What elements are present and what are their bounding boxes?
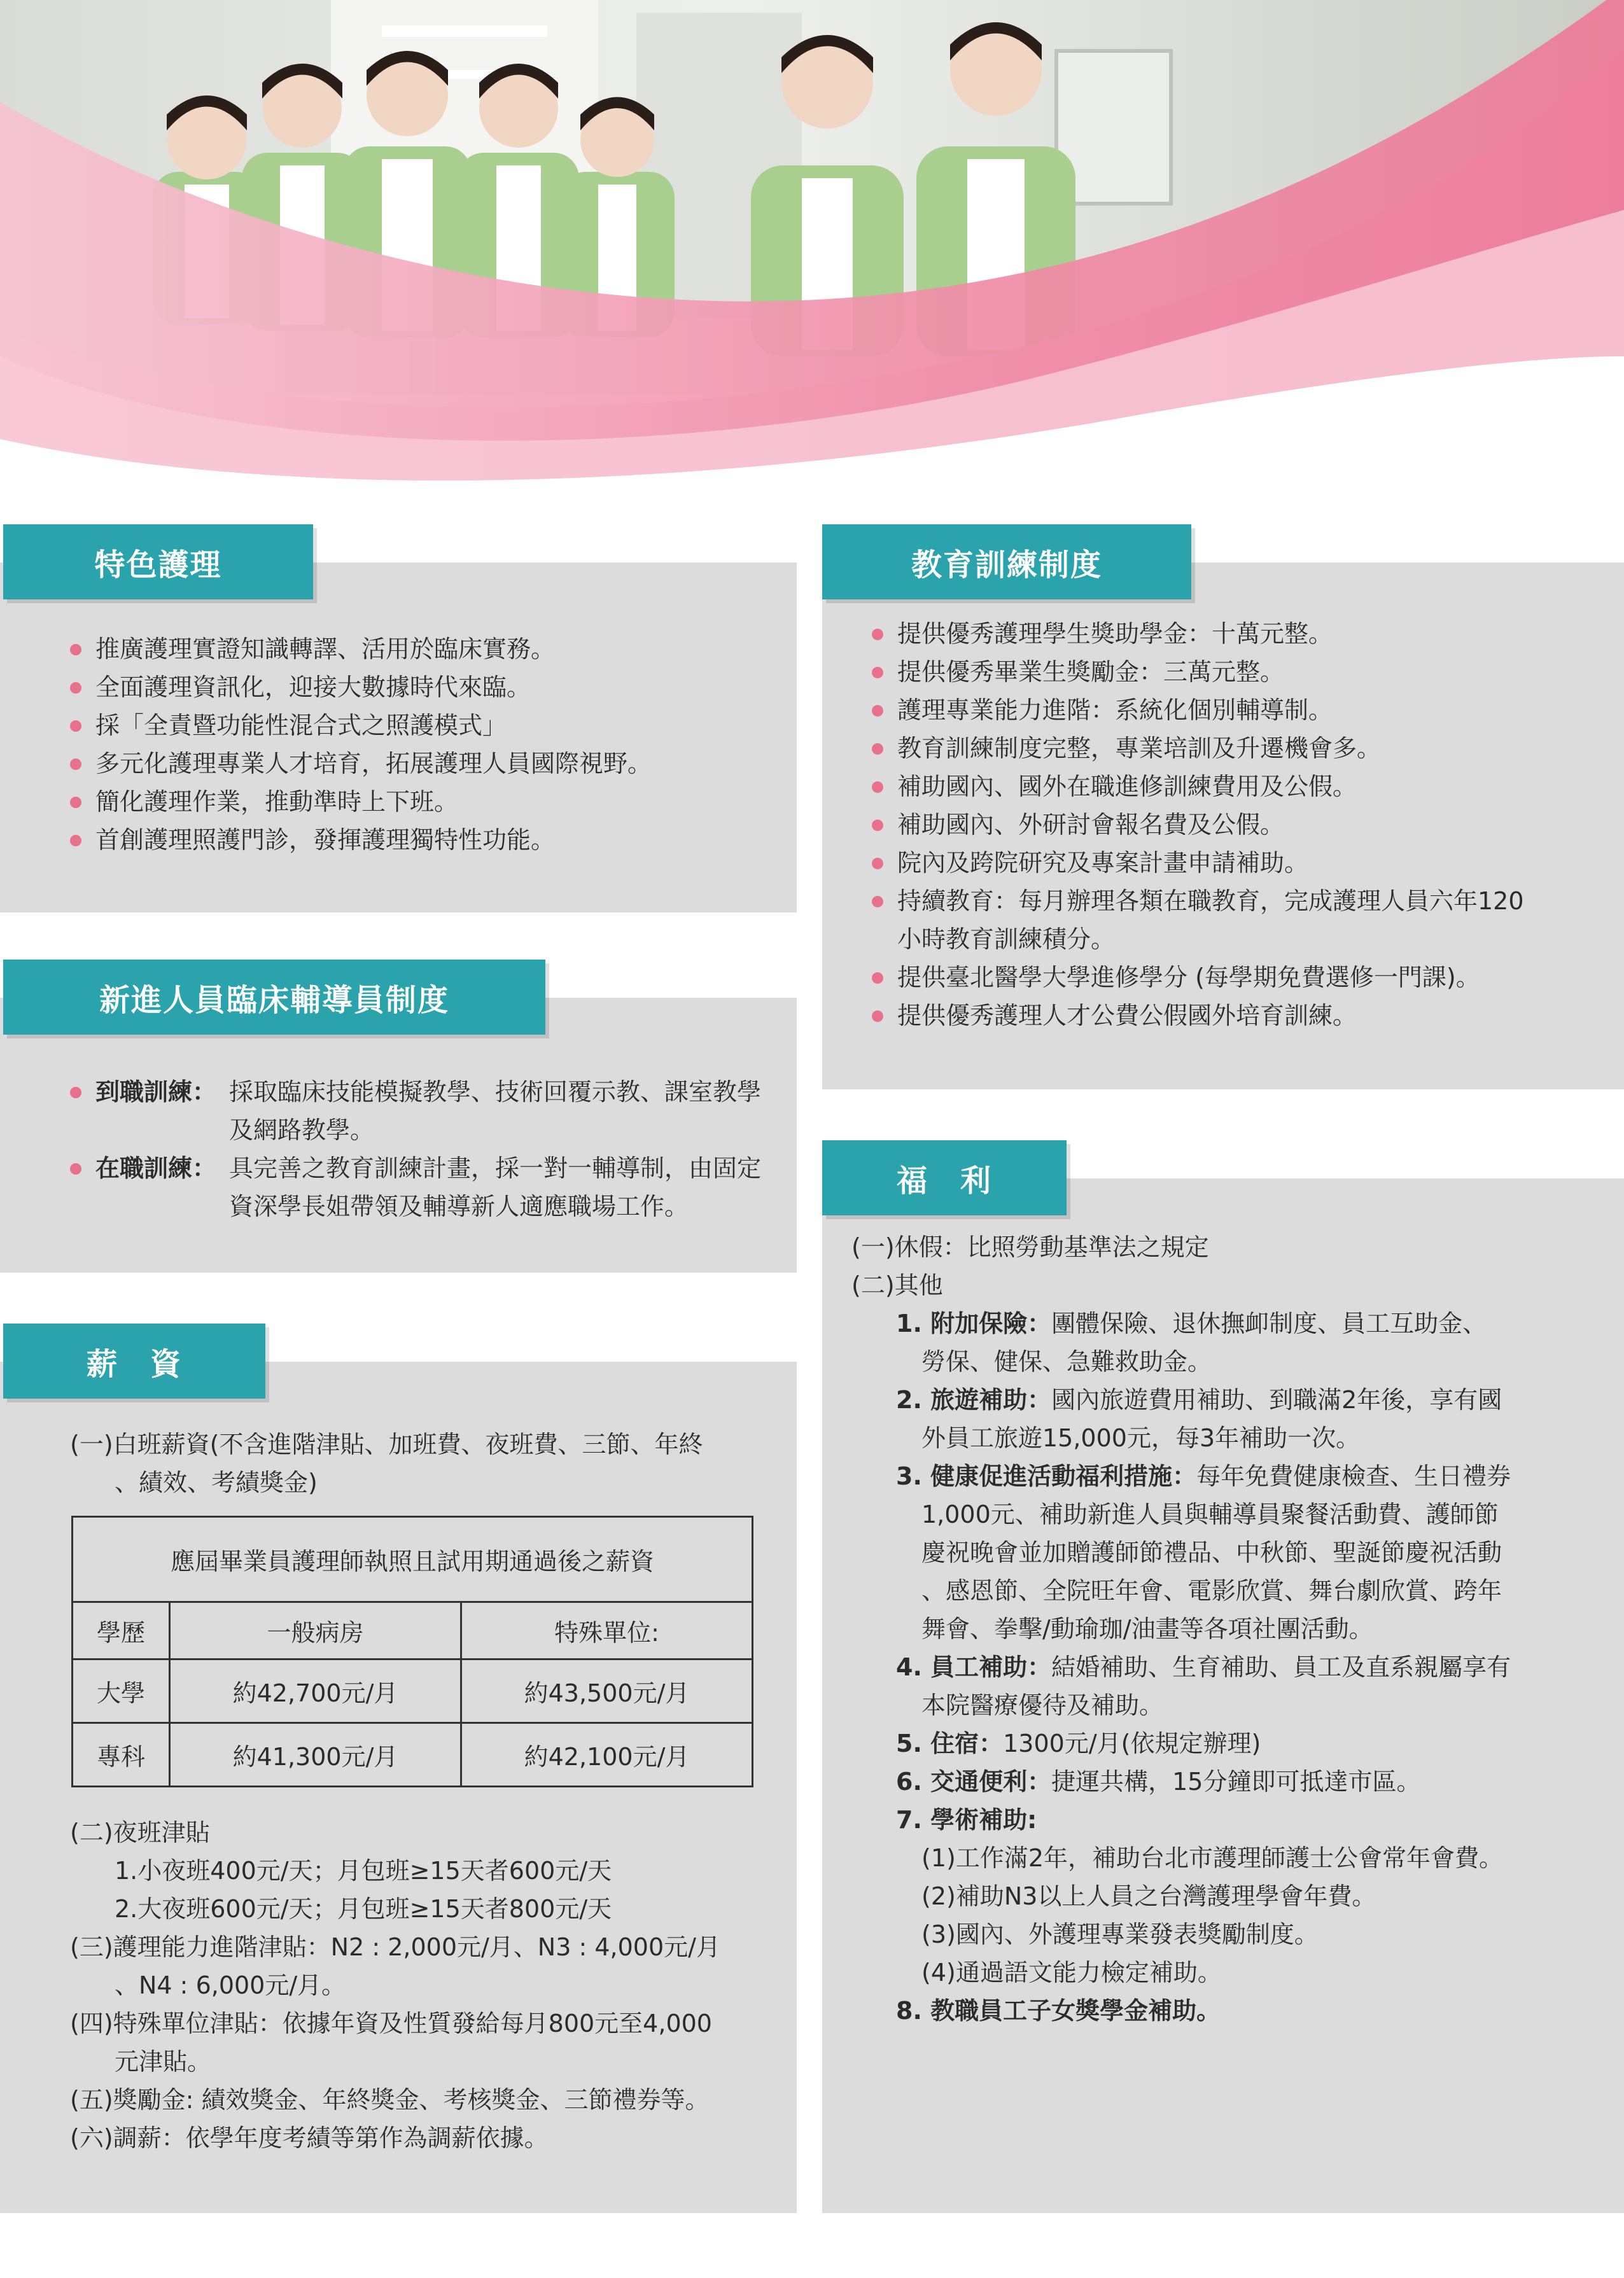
table-header: 一般病房 — [170, 1602, 461, 1660]
list-item: 院內及跨院研究及專案計畫申請補助。 — [869, 844, 1582, 882]
welfare-item — [851, 1381, 1609, 1419]
salary-table-caption: 應屆畢業員護理師執照且試用期通過後之薪資 — [73, 1517, 753, 1602]
salary-title: 薪 資 — [3, 1324, 265, 1399]
table-cell: 約41,300元/月 — [170, 1723, 461, 1787]
list-item: 提供優秀護理人才公費公假國外培育訓練。 — [869, 996, 1582, 1035]
list-item: 全面護理資訊化，迎接大數據時代來臨。 — [67, 668, 780, 706]
list-item: 簡化護理作業，推動準時上下班。 — [67, 783, 780, 821]
table-header: 特殊單位: — [461, 1602, 753, 1660]
welfare-item — [851, 1724, 1609, 1763]
welfare-item-label: 5. 住宿： — [896, 1729, 1004, 1757]
welfare-item-cont: 舞會、拳擊/動瑜珈/油畫等各項社團活動。 — [921, 1615, 1373, 1643]
welfare-item-label: 6. 交通便利： — [896, 1768, 1052, 1796]
list-item: 提供優秀畢業生獎勵金：三萬元整。 — [869, 653, 1582, 691]
welfare-item-label: 1. 附加保險： — [896, 1310, 1052, 1338]
welfare-item-label: 4. 員工補助： — [896, 1653, 1052, 1681]
special-unit-line: 元津貼。 — [115, 2048, 212, 2076]
welfare-item — [851, 1648, 1609, 1686]
list-item: 提供優秀護理學生獎助學金：十萬元整。 — [869, 615, 1582, 653]
table-cell: 約43,500元/月 — [461, 1660, 753, 1723]
list-item: 多元化護理專業人才培育，拓展護理人員國際視野。 — [67, 744, 780, 783]
list-item — [67, 1073, 780, 1149]
salary-intro-line: (一)白班薪資(不含進階津貼、加班費、夜班費、三節、年終 — [70, 1430, 703, 1458]
welfare-item-text: 團體保險、退休撫卹制度、員工互助金、 — [1051, 1310, 1487, 1338]
welfare-item-label: 3. 健康促進活動福利措施： — [896, 1462, 1197, 1490]
item-label: 在職訓練： — [95, 1154, 217, 1182]
welfare-item-cont: 、感恩節、全院旺年會、電影欣賞、舞台劇欣賞、跨年 — [921, 1577, 1502, 1605]
welfare-item-text: 每年免費健康檢查、生日禮券 — [1196, 1462, 1511, 1490]
welfare-item-text: 1300元/月(依規定辦理) — [1003, 1729, 1261, 1757]
list-item: 持續教育：每月辦理各類在職教育，完成護理人員六年120小時教育訓練積分。 — [869, 882, 1546, 958]
special-nursing-list — [67, 630, 780, 859]
welfare-subitem: (2)補助N3以上人員之台灣護理學會年費。 — [921, 1882, 1376, 1910]
education-list — [869, 615, 1582, 1035]
item-text: 採取臨床技能模擬教學、技術回覆示教、課室教學及網路教學。 — [229, 1078, 762, 1144]
welfare-item-cont: 本院醫療優待及補助。 — [921, 1691, 1164, 1719]
night-line: 1.小夜班400元/天；月包班≥15天者600元/天 — [115, 1857, 612, 1885]
mentor-list — [67, 1073, 780, 1226]
list-item: 提供臺北醫學大學進修學分 (每學期免費選修一門課)。 — [869, 958, 1582, 996]
welfare-item-text: 國內旅遊費用補助、到職滿2年後，享有國 — [1051, 1386, 1502, 1414]
welfare-item — [851, 1304, 1609, 1343]
special-unit-line: (四)特殊單位津貼：依據年資及性質發給每月800元至4,000 — [70, 2009, 712, 2037]
salary-details — [70, 1813, 789, 2157]
table-row — [73, 1723, 753, 1787]
welfare-subitem: (4)通過語文能力檢定補助。 — [921, 1959, 1222, 1987]
list-item: 採「全責暨功能性混合式之照護模式」 — [67, 706, 780, 744]
night-title: (二)夜班津貼 — [70, 1819, 210, 1847]
welfare-other: (二)其他 — [851, 1271, 943, 1299]
table-cell: 大學 — [73, 1660, 170, 1723]
table-cell: 約42,100元/月 — [461, 1723, 753, 1787]
welfare-subitem: (3)國內、外護理專業發表獎勵制度。 — [921, 1920, 1319, 1948]
welfare-leave: (一)休假：比照勞動基準法之規定 — [851, 1233, 1209, 1261]
item-label: 到職訓練： — [95, 1078, 217, 1106]
list-item: 推廣護理實證知識轉譯、活用於臨床實務。 — [67, 630, 780, 668]
list-item: 首創護理照護門診，發揮護理獨特性功能。 — [67, 821, 780, 859]
list-item: 護理專業能力進階：系統化個別輔導制。 — [869, 691, 1582, 729]
table-row — [73, 1660, 753, 1723]
night-line: 2.大夜班600元/天；月包班≥15天者800元/天 — [115, 1895, 612, 1923]
advance-line: (三)護理能力進階津貼：N2 : 2,000元/月、N3 : 4,000元/月 — [70, 1933, 720, 1961]
welfare-item — [851, 1763, 1609, 1801]
salary-intro-line: 、績效、考績獎金) — [115, 1469, 318, 1497]
bonus-line: (五)獎勵金: 績效獎金、年終獎金、考核獎金、三節禮券等。 — [70, 2086, 710, 2114]
welfare-item-cont: 1,000元、補助新進人員與輔導員聚餐活動費、護師節 — [921, 1500, 1499, 1528]
list-item — [67, 1149, 780, 1226]
item-text: 具完善之教育訓練計畫，採一對一輔導制，由固定資深學長姐帶領及輔導新人適應職場工作。 — [229, 1154, 762, 1220]
welfare-title: 福 利 — [822, 1140, 1067, 1215]
table-cell: 專科 — [73, 1723, 170, 1787]
welfare-subitem: (1)工作滿2年，補助台北市護理師護士公會常年會費。 — [921, 1844, 1504, 1872]
welfare-item-text: 捷運共構，15分鐘即可抵達市區。 — [1051, 1768, 1421, 1796]
welfare-item-label: 2. 旅遊補助： — [896, 1386, 1052, 1414]
salary-intro — [70, 1425, 783, 1502]
welfare-item-cont: 慶祝晚會並加贈護師節禮品、中秋節、聖誕節慶祝活動 — [921, 1539, 1502, 1567]
raise-line: (六)調薪：依學年度考績等第作為調薪依據。 — [70, 2124, 549, 2152]
salary-table — [71, 1516, 753, 1787]
table-header: 學歷 — [73, 1602, 170, 1660]
welfare-item-cont: 外員工旅遊15,000元，每3年補助一次。 — [921, 1424, 1361, 1452]
mentor-title: 新進人員臨床輔導員制度 — [3, 960, 545, 1035]
list-item: 補助國內、外研討會報名費及公假。 — [869, 806, 1582, 844]
special-nursing-title: 特色護理 — [3, 524, 313, 599]
hero-banner — [0, 0, 1624, 484]
table-cell: 約42,700元/月 — [170, 1660, 461, 1723]
welfare-content — [851, 1228, 1609, 2030]
welfare-item — [851, 1457, 1609, 1495]
advance-line: 、N4 : 6,000元/月。 — [115, 1971, 346, 1999]
list-item: 補助國內、國外在職進修訓練費用及公假。 — [869, 767, 1582, 806]
list-item: 教育訓練制度完整，專業培訓及升遷機會多。 — [869, 729, 1582, 767]
education-title: 教育訓練制度 — [822, 524, 1191, 599]
welfare-item-text: 結婚補助、生育補助、員工及直系親屬享有 — [1051, 1653, 1511, 1681]
welfare-item-label: 7. 學術補助: — [896, 1806, 1037, 1834]
welfare-item-cont: 勞保、健保、急難救助金。 — [921, 1348, 1212, 1376]
welfare-item-label: 8. 教職員工子女獎學金補助。 — [896, 1997, 1221, 2025]
